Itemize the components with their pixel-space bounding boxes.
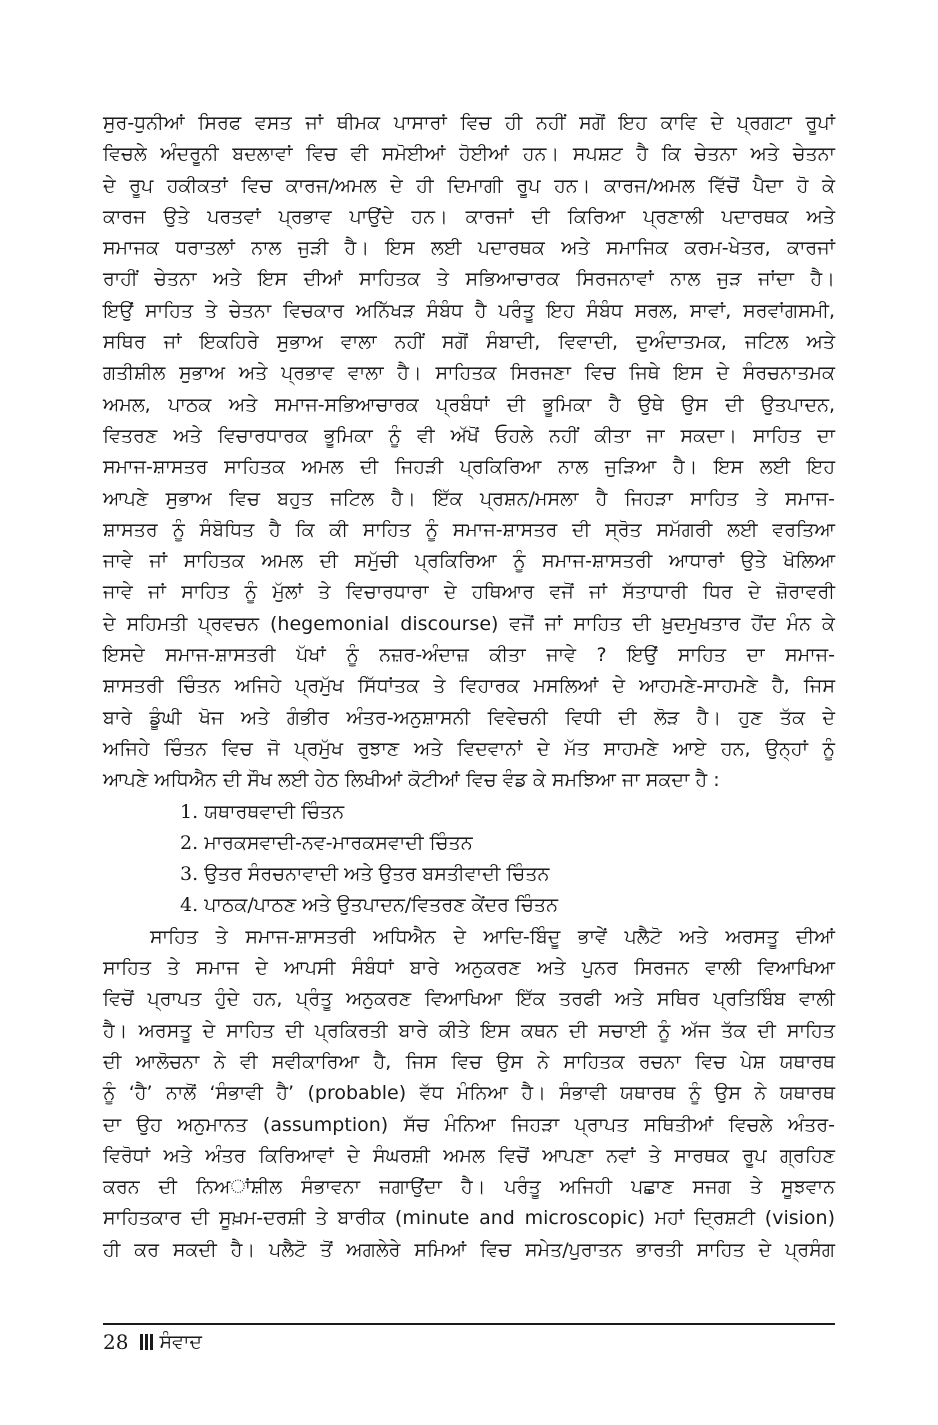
list-text: ਉਤਰ ਸੰਰਚਨਾਵਾਦੀ ਅਤੇ ਉਤਰ ਬਸਤੀਵਾਦੀ ਚਿੰਤਨ bbox=[204, 863, 550, 886]
text-line: ਹੀ ਕਰ ਸਕਦੀ ਹੈ। ਪਲੈਟੋ ਤੋਂ ਅਗਲੇਰੇ ਸਮਿਆਂ ਵਿਚ ਸਮੇਤ/ਪੁਰਾਤਨ ਭਾਰਤੀ ਸਾਹਿਤ ਦੇ ਪ੍ਰਸੰਗ bbox=[103, 1238, 835, 1261]
text-line: ਰਾਹੀਂ ਚੇਤਨਾ ਅਤੇ ਇਸ ਦੀਆਂ ਸਾਹਿਤਕ ਤੇ ਸਭਿਆਚਾਰਕ ਸਿਰਜਨਾਵਾਂ ਨਾਲ ਜੁੜ ਜਾਂਦਾ ਹੈ। bbox=[103, 268, 835, 291]
list-text: ਮਾਰਕਸਵਾਦੀ-ਨਵ-ਮਾਰਕਸਵਾਦੀ ਚਿੰਤਨ bbox=[204, 831, 473, 854]
page-number: 28 bbox=[103, 1330, 129, 1354]
text-line: ਅਜਿਹੇ ਚਿੰਤਨ ਵਿਚ ਜੋ ਪ੍ਰਮੁੱਖ ਰੁਝਾਣ ਅਤੇ ਵਿਦਵਾਨਾਂ ਦੇ ਮੱਤ ਸਾਹਮਣੇ ਆਏ ਹਨ, ਉਨ੍ਹਾਂ ਨੂੰ bbox=[103, 737, 835, 760]
list-number: 3. bbox=[180, 863, 199, 886]
text-line: ਸਮਾਜ-ਸ਼ਾਸਤਰ ਸਾਹਿਤਕ ਅਮਲ ਦੀ ਜਿਹੜੀ ਪ੍ਰਕਿਰਿਆ ਨਾਲ ਜੁੜਿਆ ਹੈ। ਇਸ ਲਈ ਇਹ bbox=[103, 456, 835, 479]
text-line: ਸਾਹਿਤ ਤੇ ਸਮਾਜ ਦੇ ਆਪਸੀ ਸੰਬੰਧਾਂ ਬਾਰੇ ਅਨੁਕਰਣ ਅਤੇ ਪੁਨਰ ਸਿਰਜਨ ਵਾਲੀ ਵਿਆਖਿਆ bbox=[103, 957, 835, 980]
list-number: 4. bbox=[180, 894, 199, 917]
text-line: ਜਾਵੇ ਜਾਂ ਸਾਹਿਤਕ ਅਮਲ ਦੀ ਸਮੁੱਚੀ ਪ੍ਰਕਿਰਿਆ ਨੂੰ ਸਮਾਜ-ਸ਼ਾਸਤਰੀ ਆਧਾਰਾਂ ਉਤੇ ਖੋਲਿਆ bbox=[103, 550, 835, 573]
list-text: ਪਾਠਕ/ਪਾਠਣ ਅਤੇ ਉਤਪਾਦਨ/ਵਿਤਰਣ ਕੇਂਦਰ ਚਿੰਤਨ bbox=[204, 894, 558, 917]
text-line: ਬਾਰੇ ਡੂੰਘੀ ਖੋਜ ਅਤੇ ਗੰਭੀਰ ਅੰਤਰ-ਅਨੁਸ਼ਾਸਨੀ ਵਿਵੇਚਨੀ ਵਿਧੀ ਦੀ ਲੋੜ ਹੈ। ਹੁਣ ਤੱਕ ਦੇ bbox=[103, 706, 835, 729]
list-number: 1. bbox=[180, 800, 199, 823]
text-line: ਸੁਰ-ਧੁਨੀਆਂ ਸਿਰਫ ਵਸਤ ਜਾਂ ਥੀਮਕ ਪਾਸਾਰਾਂ ਵਿਚ ਹੀ ਨਹੀਂ ਸਗੋਂ ਇਹ ਕਾਵਿ ਦੇ ਪ੍ਰਗਟਾ ਰੂਪਾਂ bbox=[103, 112, 835, 134]
text-line: ਅਮਲ, ਪਾਠਕ ਅਤੇ ਸਮਾਜ-ਸਭਿਆਚਾਰਕ ਪ੍ਰਬੰਧਾਂ ਦੀ ਭੂਮਿਕਾ ਹੈ ਉਥੇ ਉਸ ਦੀ ਉਤਪਾਦਨ, bbox=[103, 393, 835, 416]
text-line: ਸਾਹਿਤਕਾਰ ਦੀ ਸੂਖ਼ਮ-ਦਰਸ਼ੀ ਤੇ ਬਾਰੀਕ (minute and microscopic) ਮਹਾਂ ਦ੍ਰਿਸ਼ਟੀ (vision) bbox=[103, 1207, 835, 1230]
journal-name: ਸੰਵਾਦ bbox=[159, 1331, 203, 1353]
list-item bbox=[103, 828, 835, 859]
list-number: 2. bbox=[180, 831, 199, 854]
text-line: ਹੈ। ਅਰਸਤੂ ਦੇ ਸਾਹਿਤ ਦੀ ਪ੍ਰਕਿਰਤੀ ਬਾਰੇ ਕੀਤੇ ਇਸ ਕਥਨ ਦੀ ਸਚਾਈ ਨੂੰ ਅੱਜ ਤੱਕ ਦੀ ਸਾਹਿਤ bbox=[103, 1019, 835, 1042]
text-line: ਸਾਹਿਤ ਤੇ ਸਮਾਜ-ਸ਼ਾਸਤਰੀ ਅਧਿਐਨ ਦੇ ਆਦਿ-ਬਿੰਦੂ ਭਾਵੇਂ ਪਲੈਟੋ ਅਤੇ ਅਰਸਤੂ ਦੀਆਂ bbox=[150, 925, 835, 948]
text-line: ਕਾਰਜ ਉਤੇ ਪਰਤਵਾਂ ਪ੍ਰਭਾਵ ਪਾਉਂਦੇ ਹਨ। ਕਾਰਜਾਂ ਦੀ ਕਿਰਿਆ ਪ੍ਰਣਾਲੀ ਪਦਾਰਥਕ ਅਤੇ bbox=[103, 205, 835, 228]
text-line: ਵਿਚਲੇ ਅੰਦਰੂਨੀ ਬਦਲਾਵਾਂ ਵਿਚ ਵੀ ਸਮੋਈਆਂ ਹੋਈਆਂ ਹਨ। ਸਪਸ਼ਟ ਹੈ ਕਿ ਚੇਤਨਾ ਅਤੇ ਚੇਤਨਾ bbox=[103, 143, 835, 166]
text-line: ਦੀ ਆਲੋਚਨਾ ਨੇ ਵੀ ਸਵੀਕਾਰਿਆ ਹੈ, ਜਿਸ ਵਿਚ ਉਸ ਨੇ ਸਾਹਿਤਕ ਰਚਨਾ ਵਿਚ ਪੇਸ਼ ਯਥਾਰਥ bbox=[103, 1050, 835, 1073]
text-line: ਵਿਤਰਣ ਅਤੇ ਵਿਚਾਰਧਾਰਕ ਭੂਮਿਕਾ ਨੂੰ ਵੀ ਅੱਖੋਂ ਓਹਲੇ ਨਹੀਂ ਕੀਤਾ ਜਾ ਸਕਦਾ। ਸਾਹਿਤ ਦਾ bbox=[103, 424, 835, 447]
text-line: ਸ਼ਾਸਤਰ ਨੂੰ ਸੰਬੋਧਿਤ ਹੈ ਕਿ ਕੀ ਸਾਹਿਤ ਨੂੰ ਸਮਾਜ-ਸ਼ਾਸਤਰ ਦੀ ਸ੍ਰੋਤ ਸਮੱਗਰੀ ਲਈ ਵਰਤਿਆ bbox=[103, 518, 835, 541]
text-line: ਨੂੰ ‘ਹੈ’ ਨਾਲੋਂ ‘ਸੰਭਾਵੀ ਹੈ’ (probable) ਵੱਧ ਮੰਨਿਆ ਹੈ। ਸੰਭਾਵੀ ਯਥਾਰਥ ਨੂੰ ਉਸ ਨੇ ਯਥਾਰਥ bbox=[103, 1082, 835, 1105]
text-line: ਸ਼ਾਸਤਰੀ ਚਿੰਤਨ ਅਜਿਹੇ ਪ੍ਰਮੁੱਖ ਸਿੱਧਾਂਤਕ ਤੇ ਵਿਹਾਰਕ ਮਸਲਿਆਂ ਦੇ ਆਹਮਣੇ-ਸਾਹਮਣੇ ਹੈ, ਜਿਸ bbox=[103, 675, 835, 698]
text-line: ਗਤੀਸ਼ੀਲ ਸੁਭਾਅ ਅਤੇ ਪ੍ਰਭਾਵ ਵਾਲਾ ਹੈ। ਸਾਹਿਤਕ ਸਿਰਜਣਾ ਵਿਚ ਜਿਥੇ ਇਸ ਦੇ ਸੰਰਚਨਾਤਮਕ bbox=[103, 362, 835, 385]
page-body bbox=[103, 108, 835, 1266]
paragraph-2 bbox=[103, 922, 835, 1266]
text-line: ਦੇ ਸਹਿਮਤੀ ਪ੍ਰਵਚਨ (hegemonial discourse) ਵਜੋਂ ਜਾਂ ਸਾਹਿਤ ਦੀ ਖ਼ੁਦਮੁਖਤਾਰ ਹੋਂਦ ਮੰਨ ਕੇ bbox=[103, 612, 835, 635]
list-item bbox=[103, 859, 835, 890]
text-line: ਆਪਣੇ ਅਧਿਐਨ ਦੀ ਸੌਖ ਲਈ ਹੇਠ ਲਿਖੀਆਂ ਕੋਟੀਆਂ ਵਿਚ ਵੰਡ ਕੇ ਸਮਝਿਆ ਜਾ ਸਕਦਾ ਹੈ : bbox=[103, 769, 720, 792]
text-line: ਦੇ ਰੂਪ ਹਕੀਕਤਾਂ ਵਿਚ ਕਾਰਜ/ਅਮਲ ਦੇ ਹੀ ਦਿਮਾਗੀ ਰੂਪ ਹਨ। ਕਾਰਜ/ਅਮਲ ਵਿੱਚੋਂ ਪੈਦਾ ਹੋ ਕੇ bbox=[103, 174, 835, 197]
list-item bbox=[103, 890, 835, 921]
list-item bbox=[103, 797, 835, 828]
text-line: ਵਿਚੋਂ ਪ੍ਰਾਪਤ ਹੁੰਦੇ ਹਨ, ਪ੍ਰੰਤੂ ਅਨੁਕਰਣ ਵਿਆਖਿਆ ਇੱਕ ਤਰਫੀ ਅਤੇ ਸਥਿਰ ਪ੍ਰਤਿਬਿੰਬ ਵਾਲੀ bbox=[103, 988, 835, 1011]
text-line: ਇਉਂ ਸਾਹਿਤ ਤੇ ਚੇਤਨਾ ਵਿਚਕਾਰ ਅਨਿੱਖੜ ਸੰਬੰਧ ਹੈ ਪਰੰਤੂ ਇਹ ਸੰਬੰਧ ਸਰਲ, ਸਾਵਾਂ, ਸਰਵਾਂਗਸਮੀ, bbox=[103, 299, 835, 322]
page-footer bbox=[103, 1330, 202, 1354]
bars-icon bbox=[140, 1334, 153, 1350]
footer-divider bbox=[103, 1323, 835, 1325]
list-text: ਯਥਾਰਥਵਾਦੀ ਚਿੰਤਨ bbox=[204, 800, 345, 823]
text-line: ਕਰਨ ਦੀ ਨਿਅਾਂਸ਼ੀਲ ਸੰਭਾਵਨਾ ਜਗਾਉਂਦਾ ਹੈ। ਪਰੰਤੂ ਅਜਿਹੀ ਪਛਾਣ ਸਜਗ ਤੇ ਸੂਝਵਾਨ bbox=[103, 1176, 835, 1199]
text-line: ਆਪਣੇ ਸੁਭਾਅ ਵਿਚ ਬਹੁਤ ਜਟਿਲ ਹੈ। ਇੱਕ ਪ੍ਰਸ਼ਨ/ਮਸਲਾ ਹੈ ਜਿਹੜਾ ਸਾਹਿਤ ਤੇ ਸਮਾਜ- bbox=[103, 487, 835, 510]
paragraph-1 bbox=[103, 108, 835, 797]
text-line: ਦਾ ਉਹ ਅਨੁਮਾਨਤ (assumption) ਸੱਚ ਮੰਨਿਆ ਜਿਹੜਾ ਪ੍ਰਾਪਤ ਸਥਿਤੀਆਂ ਵਿਚਲੇ ਅੰਤਰ- bbox=[103, 1113, 835, 1136]
text-line: ਇਸਦੇ ਸਮਾਜ-ਸ਼ਾਸਤਰੀ ਪੱਖਾਂ ਨੂੰ ਨਜ਼ਰ-ਅੰਦਾਜ਼ ਕੀਤਾ ਜਾਵੇ ? ਇਉਂ ਸਾਹਿਤ ਦਾ ਸਮਾਜ- bbox=[103, 644, 835, 667]
text-line: ਵਿਰੋਧਾਂ ਅਤੇ ਅੰਤਰ ਕਿਰਿਆਵਾਂ ਦੇ ਸੰਘਰਸ਼ੀ ਅਮਲ ਵਿਚੋਂ ਆਪਣਾ ਨਵਾਂ ਤੇ ਸਾਰਥਕ ਰੂਪ ਗ੍ਰਹਿਣ bbox=[103, 1144, 835, 1167]
text-line: ਸਥਿਰ ਜਾਂ ਇਕਹਿਰੇ ਸੁਭਾਅ ਵਾਲਾ ਨਹੀਂ ਸਗੋਂ ਸੰਬਾਦੀ, ਵਿਵਾਦੀ, ਦੁਅੰਦਾਤਮਕ, ਜਟਿਲ ਅਤੇ bbox=[103, 331, 835, 354]
text-line: ਜਾਵੇ ਜਾਂ ਸਾਹਿਤ ਨੂੰ ਮੁੱਲਾਂ ਤੇ ਵਿਚਾਰਧਾਰਾ ਦੇ ਹਥਿਆਰ ਵਜੋਂ ਜਾਂ ਸੱਤਾਧਾਰੀ ਧਿਰ ਦੇ ਜ਼ੋਰਾਵਰੀ bbox=[103, 581, 835, 604]
category-list bbox=[103, 797, 835, 922]
text-line: ਸਮਾਜਕ ਧਰਾਤਲਾਂ ਨਾਲ ਜੁੜੀ ਹੈ। ਇਸ ਲਈ ਪਦਾਰਥਕ ਅਤੇ ਸਮਾਜਿਕ ਕਰਮ-ਖੇਤਰ, ਕਾਰਜਾਂ bbox=[103, 237, 835, 260]
